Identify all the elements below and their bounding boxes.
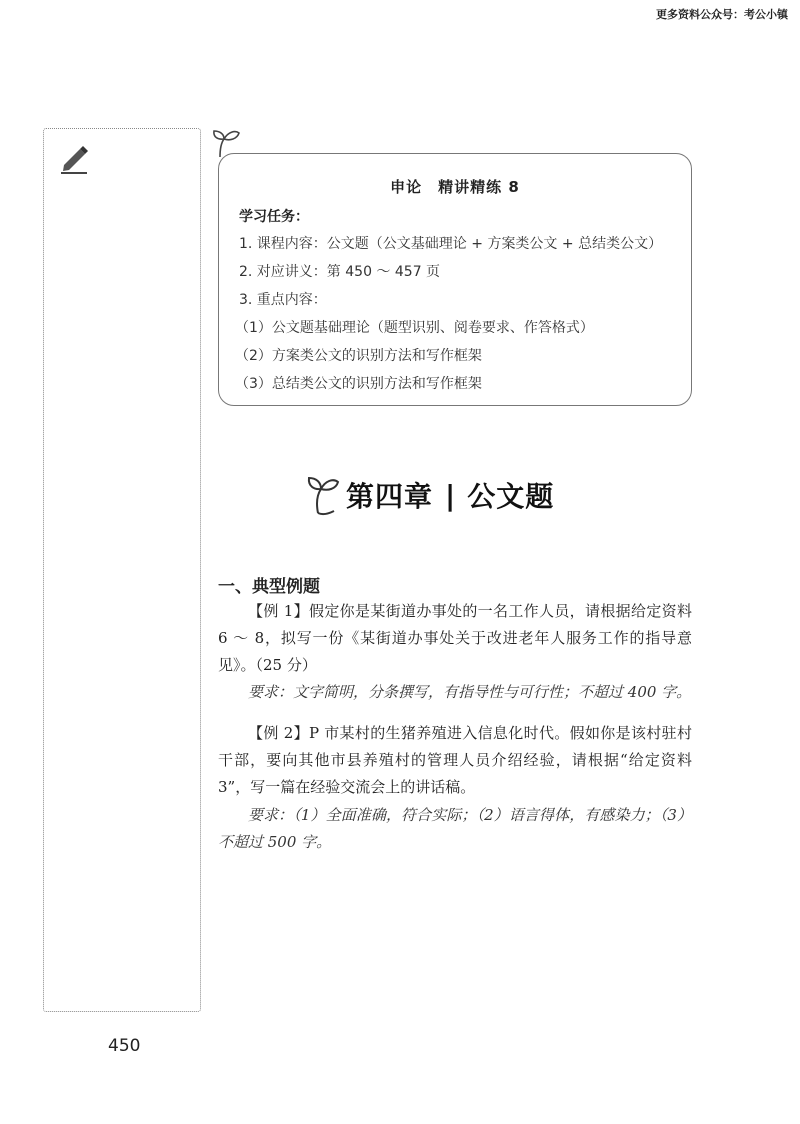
task-item: （1）公文题基础理论（题型识别、阅卷要求、作答格式） bbox=[235, 320, 594, 336]
chapter-title bbox=[300, 470, 554, 520]
chapter-label: 第四章 bbox=[346, 480, 434, 513]
section-heading: 一、典型例题 bbox=[218, 577, 320, 597]
example-2-question: 【例 2】P 市某村的生猪养殖进入信息化时代。假如你是该村驻村干部，要向其他市县养殖村的管理人员介绍经验，请根据“给定资料 3”，写一篇在经验交流会上的讲话稿。 bbox=[218, 724, 692, 796]
notes-panel bbox=[43, 128, 201, 1012]
task-list bbox=[235, 230, 662, 398]
task-item: 2. 对应讲义：第 450 ～ 457 页 bbox=[239, 264, 441, 280]
header-note: 更多资料公众号：考公小镇 bbox=[656, 8, 788, 21]
chapter-name: 公文题 bbox=[467, 480, 555, 513]
task-item: （2）方案类公文的识别方法和写作框架 bbox=[235, 348, 482, 364]
sprout-icon bbox=[300, 473, 344, 517]
example-2-requirement: 要求：（1）全面准确，符合实际；（2）语言得体，有感染力；（3）不超过 500 字。 bbox=[218, 806, 692, 851]
task-item: （3）总结类公文的识别方法和写作框架 bbox=[235, 376, 482, 392]
task-item: 3. 重点内容： bbox=[239, 292, 327, 308]
task-box-subtitle: 学习任务： bbox=[239, 209, 309, 225]
study-task-box bbox=[218, 153, 692, 406]
task-box-title: 申论 精讲精练 8 bbox=[390, 178, 520, 196]
example-1-requirement: 要求：文字简明，分条撰写，有指导性与可行性；不超过 400 字。 bbox=[248, 683, 692, 701]
task-item: 1. 课程内容：公文题（公文基础理论 + 方案类公文 + 总结类公文） bbox=[239, 236, 663, 252]
page-number: 450 bbox=[108, 1036, 141, 1056]
chapter-separator: | bbox=[445, 478, 456, 512]
pencil-icon bbox=[58, 145, 92, 175]
example-1-question: 【例 1】假定你是某街道办事处的一名工作人员，请根据给定资料 6 ～ 8，拟写一份《某街道办事处关于改进老年人服务工作的指导意见》。（25 分） bbox=[218, 602, 692, 674]
